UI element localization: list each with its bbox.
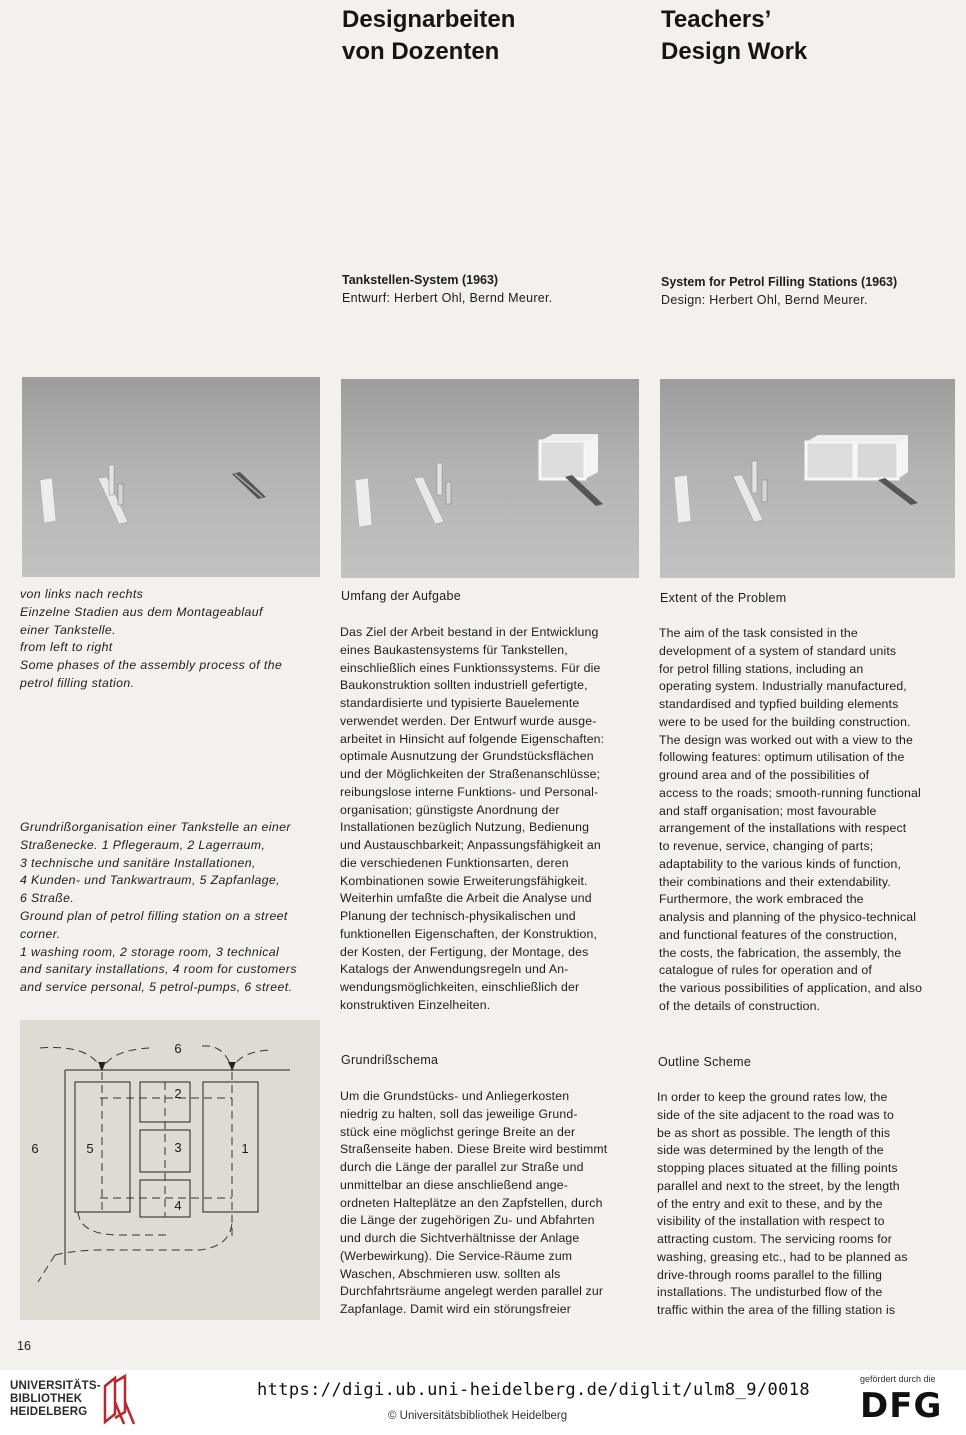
- plan-label-installations: 3: [174, 1140, 182, 1155]
- text-line: Durchfahrtsräume angelegt werden parallel zur: [340, 1284, 604, 1299]
- copyright-notice: © Universitätsbibliothek Heidelberg: [388, 1410, 568, 1422]
- text-line: parallel and next to the street, by the length: [657, 1178, 900, 1193]
- text-line: Baukonstruktion sollten industriell gefertigte,: [340, 678, 588, 693]
- text-line: einschließlich eines Funktionssystems. Für die: [340, 660, 601, 675]
- text-line: standardised and typfied building elements: [659, 697, 899, 711]
- assembly-photo-stage-3: [660, 379, 955, 578]
- text-line: unmittelbar an diese anschließend ange-: [340, 1177, 569, 1192]
- text-line: visibility of the installation with respect to: [657, 1214, 885, 1229]
- page-number: 16: [17, 1339, 31, 1353]
- caption-ground-plan: [20, 819, 325, 997]
- body-outline-de: [340, 1088, 640, 1319]
- text-line: catalogue of rules for operation and of: [659, 963, 872, 978]
- text-line: und der Möglichkeiten der Straßenanschlüsse;: [340, 767, 601, 781]
- text-line: Katalogs der Anwendungsregeln und An-: [340, 962, 569, 977]
- text-line: durch die Länge der parallel zur Straße und: [340, 1160, 584, 1174]
- caption-line: and sanitary installations, 4 room for customers: [20, 962, 297, 977]
- text-line: development of a system of standard units: [659, 643, 897, 658]
- text-line: die verschiedenen Funktionsarten, deren: [340, 855, 569, 870]
- text-line: side was determined by the length of the: [657, 1143, 884, 1158]
- project-credit-english: Design: Herbert Ohl, Bernd Meurer.: [661, 293, 868, 307]
- section-title-outline-de: Grundrißschema: [341, 1053, 439, 1067]
- assembly-model-stage-3: [660, 379, 955, 578]
- library-footer: [0, 1370, 966, 1435]
- text-line: arbeitet in Hinsicht auf folgende Eigenschaften:: [340, 731, 605, 746]
- text-line: drive-through rooms parallel to the filling: [657, 1267, 883, 1282]
- assembly-model-stage-1: [22, 377, 320, 577]
- text-line: operating system. Industrially manufactured,: [659, 679, 907, 694]
- text-line: Furthermore, the work embraced the: [659, 892, 864, 907]
- text-line: of the entry and exit to these, and by the: [657, 1196, 883, 1211]
- text-line: for petrol filling stations, including an: [659, 661, 864, 676]
- plan-label-street-top: 6: [174, 1041, 182, 1056]
- library-name: UNIVERSITÄTS- BIBLIOTHEK HEIDELBERG: [10, 1380, 101, 1418]
- plan-label-storage: 2: [174, 1086, 182, 1101]
- text-line: Zapfanlage. Damit wird ein störungsfreier: [340, 1302, 572, 1316]
- text-line: Weiterhin umfaßte die Arbeit die Analyse und: [340, 891, 592, 906]
- plan-label-petrol-pumps: 5: [86, 1141, 94, 1156]
- text-line: Das Ziel der Arbeit bestand in der Entwicklung: [340, 625, 599, 639]
- caption-line: Ground plan of petrol filling station on a street: [20, 908, 288, 923]
- text-line: following features: optimum utilisation of the: [659, 750, 905, 765]
- text-line: and staff organisation; most favourable: [659, 803, 877, 818]
- plan-label-street-left: 6: [31, 1141, 39, 1156]
- funding-note: gefördert durch die: [860, 1374, 936, 1384]
- caption-line: einer Tankstelle.: [20, 622, 116, 637]
- caption-line: corner.: [20, 926, 61, 941]
- plan-label-customer-room: 4: [174, 1198, 182, 1213]
- text-line: the costs, the fabrication, the assembly, the: [659, 945, 902, 960]
- caption-line: 6 Straße.: [20, 891, 75, 906]
- text-line: Kombinationen sowie Erweiterungsfähigkeit.: [340, 873, 588, 888]
- text-line: be as short as possible. The length of this: [657, 1125, 891, 1140]
- text-line: niedrig zu halten, soll das jeweilige Grund-: [340, 1106, 578, 1121]
- body-extent-de: [340, 624, 640, 1015]
- text-line: In order to keep the ground rates low, the: [657, 1090, 888, 1104]
- assembly-photo-stage-1: [22, 377, 320, 577]
- caption-line: Straßenecke. 1 Pflegeraum, 2 Lagerraum,: [20, 837, 266, 852]
- text-line: their combinations and their extendability.: [659, 874, 891, 889]
- text-line: were to be used for the building construction.: [659, 714, 911, 729]
- text-line: optimale Ausnutzung der Grundstücksflächen: [340, 749, 594, 764]
- assembly-model-stage-2: [341, 379, 639, 578]
- ground-plan-diagram: [20, 1020, 320, 1320]
- text-line: die Länge der zugehörigen Zu- und Abfahrten: [340, 1213, 595, 1228]
- project-title-english: System for Petrol Filling Stations (1963): [661, 275, 898, 289]
- section-title-outline-en: Outline Scheme: [658, 1055, 752, 1069]
- text-line: (Werbewirkung). Die Service-Räume zum: [340, 1248, 573, 1263]
- text-line: standardisierte und typisierte Bauelemente: [340, 696, 580, 710]
- text-line: funktionellen Eigenschaften, der Konstruktion,: [340, 926, 598, 941]
- text-line: of the details of construction.: [659, 998, 821, 1013]
- text-line: und durch die Sichtverhältnisse der Anlage: [340, 1231, 580, 1245]
- project-credit-german: Entwurf: Herbert Ohl, Bernd Meurer.: [342, 291, 553, 305]
- body-outline-en: [657, 1089, 961, 1320]
- caption-line: 3 technische und sanitäre Installationen,: [20, 855, 256, 870]
- dfg-logo: DFG: [860, 1386, 943, 1426]
- text-line: Planung der technisch-physikalischen und: [340, 909, 576, 923]
- text-line: side of the site adjacent to the road was to: [657, 1107, 894, 1122]
- caption-assembly-stages: [20, 586, 325, 693]
- ground-plan-svg: [20, 1020, 320, 1320]
- caption-line: from left to right: [20, 640, 113, 655]
- text-line: wendungsmöglichkeiten, einschließlich der: [340, 980, 580, 994]
- text-line: ordneten Halteplätze an den Zapfstellen, durch: [340, 1195, 603, 1210]
- heading-german: Designarbeiten von Dozenten: [342, 6, 516, 65]
- caption-line: Grundrißorganisation einer Tankstelle an einer: [20, 820, 291, 834]
- section-title-extent-de: Umfang der Aufgabe: [341, 589, 462, 603]
- heading-english: Teachers’ Design Work: [661, 6, 808, 65]
- text-line: installations. The undisturbed flow of the: [657, 1285, 883, 1300]
- caption-line: von links nach rechts: [20, 587, 144, 601]
- text-line: and functional features of the construction,: [659, 927, 898, 942]
- text-line: ground area and of the possibilities of: [659, 768, 870, 782]
- text-line: Straßenseite haben. Diese Breite wird bestimmt: [340, 1142, 608, 1157]
- text-line: konstruktiven Einzelheiten.: [340, 997, 491, 1012]
- caption-line: 1 washing room, 2 storage room, 3 technical: [20, 944, 280, 959]
- text-line: und Austauschbarkeit; Anpassungsfähigkeit an: [340, 838, 601, 852]
- text-line: reibungslose interne Funktions- und Personal-: [340, 784, 599, 799]
- text-line: The aim of the task consisted in the: [659, 626, 858, 640]
- caption-line: petrol filling station.: [20, 675, 135, 690]
- text-line: to revenue, service, changing of parts;: [659, 839, 874, 853]
- text-line: Waschen, Abschmieren usw. sollten als: [340, 1266, 561, 1281]
- text-line: The design was worked out with a view to the: [659, 732, 914, 747]
- text-line: organisation; günstigste Anordnung der: [340, 802, 560, 817]
- assembly-photo-stage-2: [341, 379, 639, 578]
- text-line: stopping places situated at the filling points: [657, 1161, 898, 1175]
- text-line: arrangement of the installations with respect: [659, 821, 907, 836]
- text-line: attracting custom. The servicing rooms for: [657, 1232, 893, 1246]
- project-title-german: Tankstellen-System (1963): [342, 273, 499, 287]
- text-line: stück eine möglichst geringe Breite an der: [340, 1124, 576, 1139]
- caption-line: 4 Kunden- und Tankwartraum, 5 Zapfanlage,: [20, 873, 280, 888]
- body-extent-en: [659, 625, 961, 1016]
- document-url-link[interactable]: https://digi.ub.uni-heidelberg.de/diglit/ulm8_9/0018: [257, 1380, 811, 1400]
- text-line: the various possibilities of application, and also: [659, 981, 923, 995]
- text-line: der Kosten, der Fertigung, der Montage, des: [340, 944, 589, 959]
- text-line: traffic within the area of the filling station is: [657, 1303, 896, 1317]
- text-line: eines Baukastensystems für Tankstellen,: [340, 642, 568, 657]
- text-line: analysis and planning of the physico-technical: [659, 910, 917, 924]
- text-line: Um die Grundstücks- und Anliegerkosten: [340, 1089, 570, 1103]
- text-line: verwendet werden. Der Entwurf wurde ausge-: [340, 713, 597, 728]
- section-title-extent-en: Extent of the Problem: [660, 591, 787, 605]
- caption-line: Some phases of the assembly process of the: [20, 658, 283, 673]
- caption-line: Einzelne Stadien aus dem Montageablauf: [20, 604, 263, 619]
- text-line: washing, greasing etc., had to be planned as: [657, 1249, 908, 1264]
- text-line: Installationen bezüglich Nutzung, Bedienung: [340, 820, 590, 835]
- library-logo-icon: [100, 1372, 138, 1428]
- caption-line: and service personal, 5 petrol-pumps, 6 street.: [20, 980, 293, 995]
- plan-label-washing-room: 1: [241, 1141, 249, 1156]
- text-line: access to the roads; smooth-running functional: [659, 785, 921, 800]
- text-line: adaptability to the various kinds of function,: [659, 856, 902, 871]
